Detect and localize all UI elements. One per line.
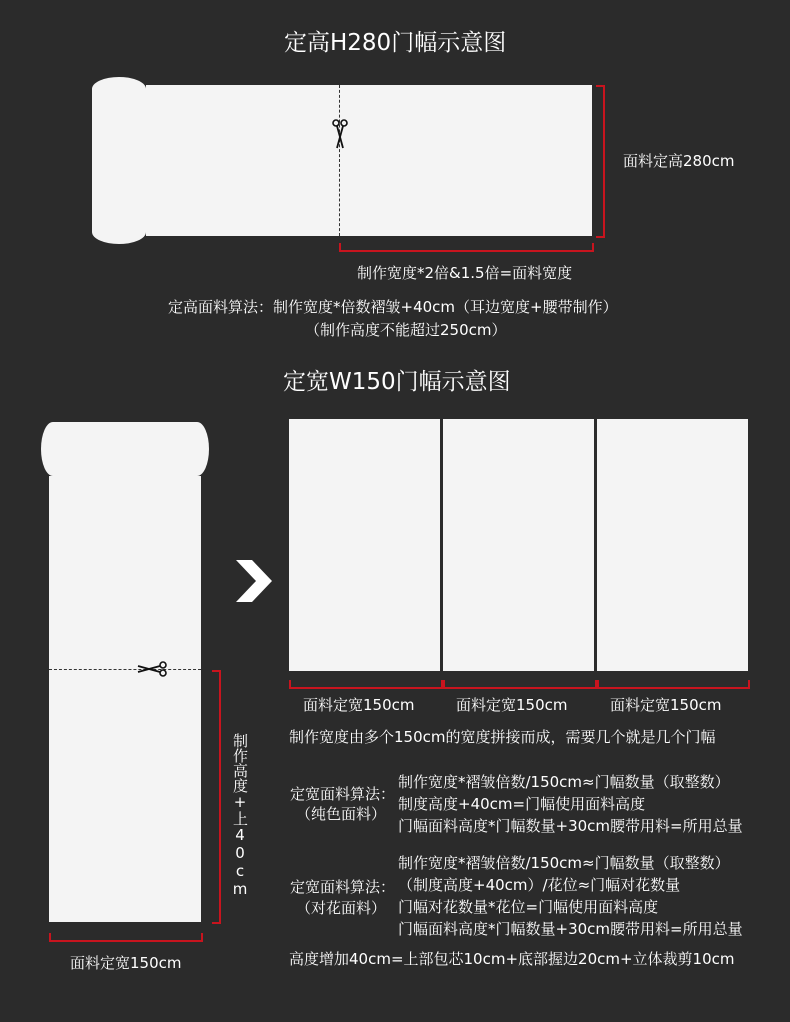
chevron-right-icon [234, 560, 274, 602]
pattern-formula-line-4: 门幅面料高度*门幅数量+30cm腰带用料=所用总量 [398, 920, 743, 938]
panel-label-2: 面料定宽150cm [456, 696, 568, 714]
section1-title: 定高H280门幅示意图 [284, 30, 507, 56]
w150-footer: 高度增加40cm=上部包芯10cm+底部握边20cm+立体裁剪10cm [289, 950, 735, 968]
panel-label-1: 面料定宽150cm [303, 696, 415, 714]
section2-title: 定宽W150门幅示意图 [283, 369, 511, 395]
panel-bracket-3 [597, 680, 750, 689]
solid-formula-line-2: 制度高度+40cm=门幅使用面料高度 [398, 795, 646, 813]
fabric-sheet-w150 [49, 476, 201, 922]
width-bracket-h280 [339, 243, 594, 252]
h280-formula-line1: 定高面料算法：制作宽度*倍数褶皱+40cm（耳边宽度+腰带制作） [168, 298, 618, 316]
panel-bracket-2 [443, 680, 597, 689]
cut-line-vertical [339, 85, 340, 236]
fabric-panel-1 [289, 419, 440, 671]
solid-formula-line-3: 门幅面料高度*门幅数量+30cm腰带用料=所用总量 [398, 817, 743, 835]
fabric-panel-3 [597, 419, 748, 671]
height-label-h280: 面料定高280cm [623, 152, 735, 170]
w150-description: 制作宽度由多个150cm的宽度拼接而成，需要几个就是几个门幅 [289, 728, 716, 746]
solid-formula-label-1: 定宽面料算法： [290, 785, 396, 803]
solid-formula-line-1: 制作宽度*褶皱倍数/150cm≈门幅数量（取整数） [398, 773, 730, 791]
fabric-sheet-h280 [146, 85, 592, 236]
height-bracket-w150 [212, 670, 221, 924]
width-bracket-w150 [49, 933, 203, 942]
h280-formula-line2: （制作高度不能超过250cm） [305, 321, 507, 339]
cut-line-horizontal [49, 669, 201, 670]
pattern-formula-label-1: 定宽面料算法： [290, 878, 396, 896]
width-label-h280: 制作宽度*2倍&1.5倍=面料宽度 [357, 264, 573, 282]
panel-label-3: 面料定宽150cm [610, 696, 722, 714]
pattern-formula-label-2: （对花面料） [296, 899, 387, 917]
scissors-icon [136, 661, 168, 677]
scissors-icon [332, 118, 348, 150]
roll-height-label: 制作高度+上40cm [231, 733, 249, 898]
fabric-roll-h280 [92, 77, 146, 244]
fabric-panel-2 [443, 419, 594, 671]
fabric-roll-w150 [41, 422, 209, 476]
roll-width-label: 面料定宽150cm [70, 954, 182, 972]
panel-bracket-1 [289, 680, 443, 689]
pattern-formula-line-2: （制度高度+40cm）/花位≈门幅对花数量 [398, 876, 681, 894]
pattern-formula-line-1: 制作宽度*褶皱倍数/150cm≈门幅数量（取整数） [398, 854, 730, 872]
solid-formula-label-2: （纯色面料） [296, 805, 387, 823]
height-bracket-h280 [596, 85, 605, 238]
pattern-formula-line-3: 门幅对花数量*花位=门幅使用面料高度 [398, 898, 659, 916]
